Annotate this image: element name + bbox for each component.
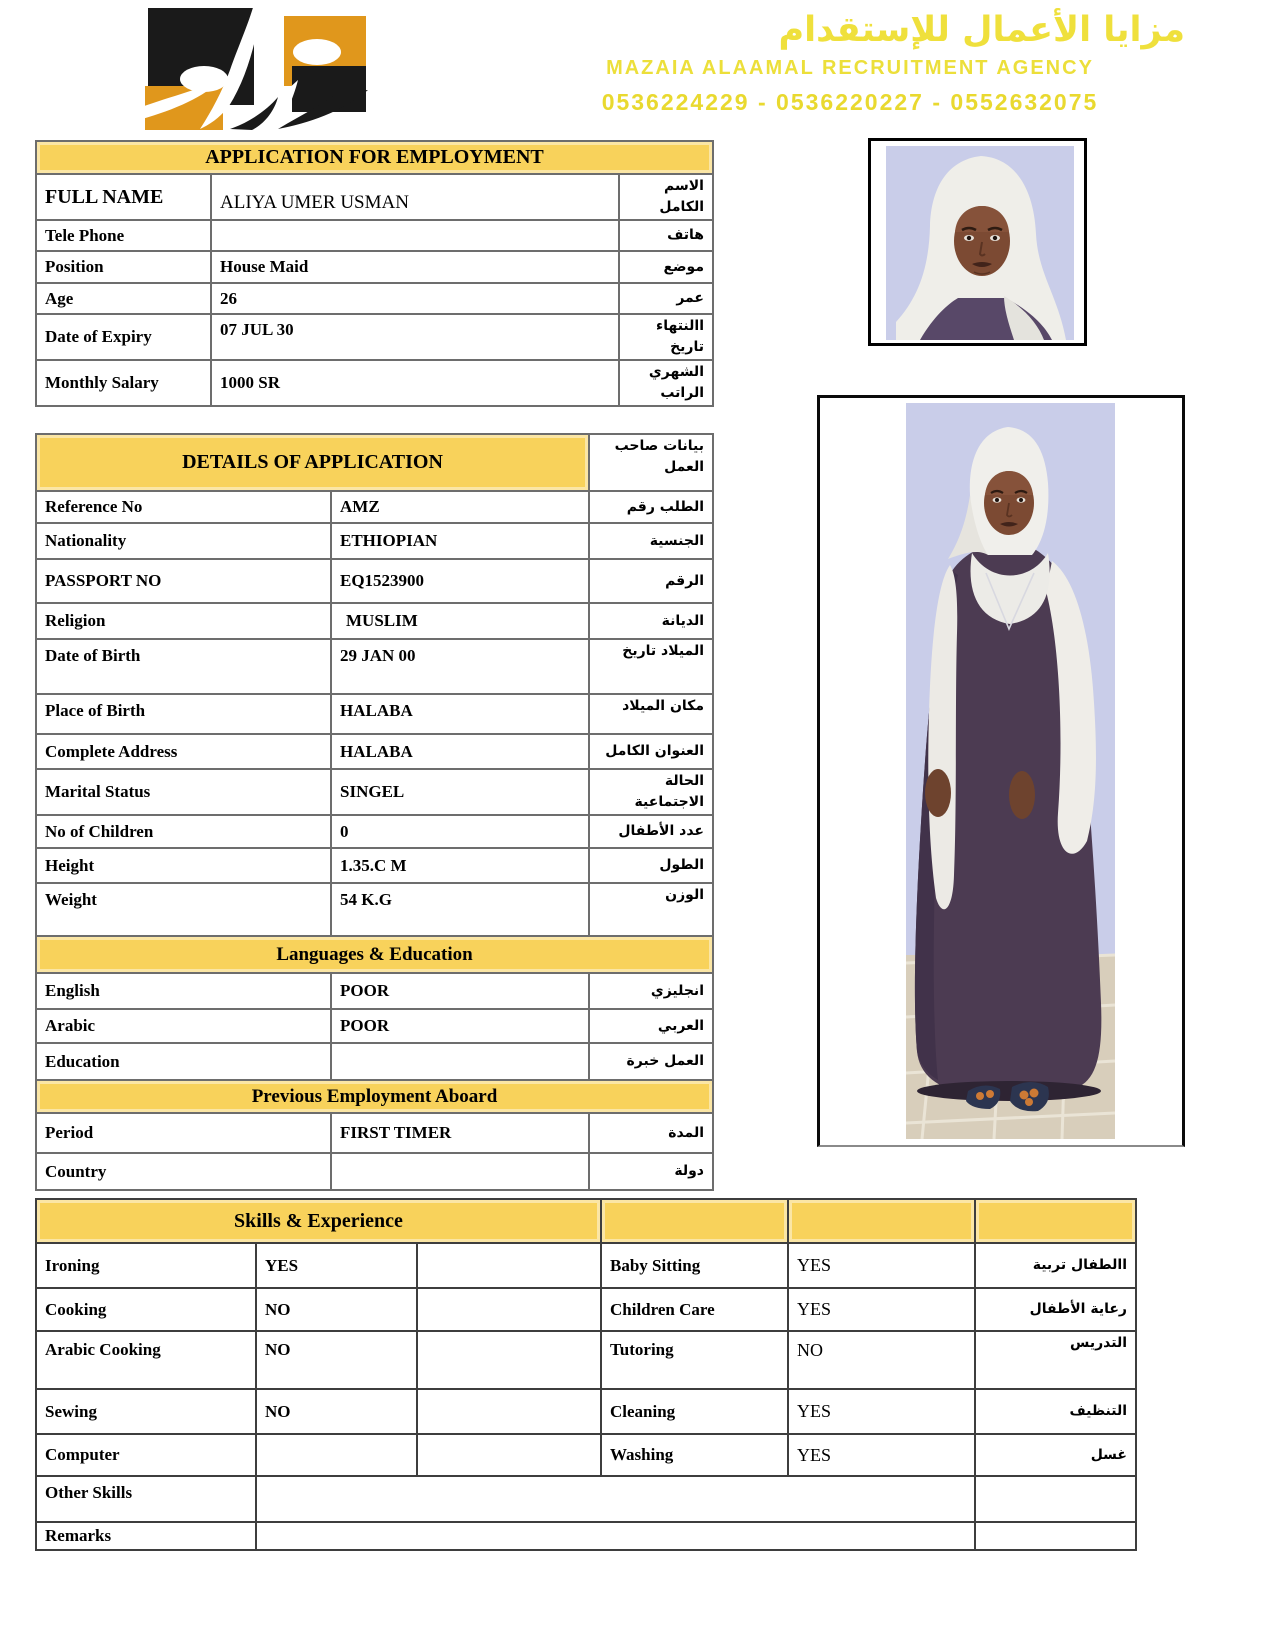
field-value: SINGEL	[331, 769, 589, 815]
field-value: HALABA	[331, 734, 589, 769]
field-label-arabic: المدة	[589, 1113, 713, 1153]
field-value: 0	[331, 815, 589, 848]
other-skills-value	[256, 1476, 975, 1522]
table-row	[36, 1389, 1136, 1434]
field-label-arabic: عمر	[619, 283, 713, 314]
table-row	[36, 1331, 1136, 1389]
skill-value	[256, 1434, 417, 1476]
field-label-arabic: موضع	[619, 251, 713, 283]
skill-label-arabic: رعاية الأطفال	[975, 1288, 1136, 1331]
table-row	[36, 523, 713, 559]
field-label: Height	[36, 848, 331, 883]
full-length-photo-frame	[817, 395, 1185, 1147]
skill-value: YES	[788, 1434, 975, 1476]
table-row	[36, 360, 713, 406]
field-label-arabic: انجليزي	[589, 973, 713, 1009]
field-label: PASSPORT NO	[36, 559, 331, 603]
field-value: HALABA	[331, 694, 589, 734]
field-label: Place of Birth	[36, 694, 331, 734]
section-header-row	[36, 936, 713, 973]
field-label: Position	[36, 251, 211, 283]
field-label: Arabic	[36, 1009, 331, 1043]
field-label-arabic: الحالة الاجتماعية	[589, 769, 713, 815]
field-label: Complete Address	[36, 734, 331, 769]
field-label-arabic: الميلاد تاريخ	[589, 639, 713, 694]
skill-value: NO	[256, 1389, 417, 1434]
field-value: POOR	[331, 973, 589, 1009]
details-table	[35, 433, 714, 1191]
headshot-photo-frame	[868, 138, 1087, 346]
skill-value: YES	[788, 1288, 975, 1331]
skills-table	[35, 1198, 1137, 1551]
skill-label: Tutoring	[601, 1331, 788, 1389]
agency-header	[515, 10, 1185, 116]
table-row	[36, 1288, 1136, 1331]
skill-label: Ironing	[36, 1243, 256, 1288]
skill-label: Sewing	[36, 1389, 256, 1434]
field-label-arabic: دولة	[589, 1153, 713, 1190]
field-value: FIRST TIMER	[331, 1113, 589, 1153]
table-row	[36, 848, 713, 883]
skill-value: YES	[788, 1243, 975, 1288]
skill-label-arabic: التنظيف	[975, 1389, 1136, 1434]
table-row	[36, 883, 713, 936]
skill-label: Baby Sitting	[601, 1243, 788, 1288]
field-value: ALIYA UMER USMAN	[211, 174, 619, 220]
application-title: APPLICATION FOR EMPLOYMENT	[36, 141, 713, 174]
field-value: House Maid	[211, 251, 619, 283]
field-label: Remarks	[36, 1522, 256, 1550]
field-value	[331, 1043, 589, 1080]
table-row	[36, 1153, 713, 1190]
field-value: 1.35.C M	[331, 848, 589, 883]
field-label-arabic: العنوان الكامل	[589, 734, 713, 769]
empty-cell	[975, 1522, 1136, 1550]
table-row	[36, 973, 713, 1009]
field-label-arabic: الديانة	[589, 603, 713, 639]
field-label: Education	[36, 1043, 331, 1080]
application-table	[35, 140, 714, 407]
empty-cell	[417, 1389, 601, 1434]
field-value: 54 K.G	[331, 883, 589, 936]
table-row	[36, 314, 713, 360]
field-label: Date of Expiry	[36, 314, 211, 360]
field-label-arabic: الجنسية	[589, 523, 713, 559]
table-row	[36, 1009, 713, 1043]
field-value: EQ1523900	[331, 559, 589, 603]
remarks-value	[256, 1522, 975, 1550]
skill-label: Children Care	[601, 1288, 788, 1331]
field-value: 07 JUL 30	[211, 314, 619, 360]
field-label: Other Skills	[36, 1476, 256, 1522]
table-row	[36, 734, 713, 769]
field-label-arabic: االنتهاء تاريخ	[619, 314, 713, 360]
field-label-arabic: مكان الميلاد	[589, 694, 713, 734]
skill-value: YES	[256, 1243, 417, 1288]
table-row	[36, 220, 713, 251]
field-label: Period	[36, 1113, 331, 1153]
table-header-row	[36, 1199, 1136, 1243]
table-row	[36, 815, 713, 848]
table-row	[36, 1522, 1136, 1550]
field-label: Weight	[36, 883, 331, 936]
skill-label: Cooking	[36, 1288, 256, 1331]
field-label: Age	[36, 283, 211, 314]
field-value: 26	[211, 283, 619, 314]
skill-label: Washing	[601, 1434, 788, 1476]
skill-label: Cleaning	[601, 1389, 788, 1434]
skills-header-cell	[601, 1199, 788, 1243]
empty-cell	[417, 1288, 601, 1331]
agency-name-arabic: مزايا الأعمال للإستقدام	[778, 10, 1185, 50]
details-title: DETAILS OF APPLICATION	[36, 434, 589, 491]
agency-phone-numbers: 0536224229 - 0536220227 - 0552632075	[601, 89, 1099, 116]
table-header-row	[36, 434, 713, 491]
field-value: AMZ	[331, 491, 589, 523]
field-label: Reference No	[36, 491, 331, 523]
table-row	[36, 559, 713, 603]
field-value: 1000 SR	[211, 360, 619, 406]
table-row	[36, 694, 713, 734]
skill-value: YES	[788, 1389, 975, 1434]
field-value	[211, 220, 619, 251]
field-label-arabic: عدد الأطفال	[589, 815, 713, 848]
languages-section-title: Languages & Education	[36, 936, 713, 973]
skill-label: Computer	[36, 1434, 256, 1476]
table-row	[36, 1113, 713, 1153]
skill-value: NO	[256, 1288, 417, 1331]
field-label: Tele Phone	[36, 220, 211, 251]
skills-header-cell	[788, 1199, 975, 1243]
table-row	[36, 639, 713, 694]
field-label-arabic: الرقم	[589, 559, 713, 603]
table-row	[36, 1243, 1136, 1288]
field-label-arabic: العمل خبرة	[589, 1043, 713, 1080]
field-value: ETHIOPIAN	[331, 523, 589, 559]
skill-label-arabic: غسل	[975, 1434, 1136, 1476]
field-label: Monthly Salary	[36, 360, 211, 406]
field-label-arabic: الشهري الراتب	[619, 360, 713, 406]
field-value: MUSLIM	[331, 603, 589, 639]
field-value: 29 JAN 00	[331, 639, 589, 694]
field-label: Nationality	[36, 523, 331, 559]
table-row	[36, 491, 713, 523]
previous-employment-section-title: Previous Employment Aboard	[36, 1080, 713, 1113]
empty-cell	[417, 1434, 601, 1476]
field-label-arabic: هاتف	[619, 220, 713, 251]
table-row	[36, 1434, 1136, 1476]
field-label-arabic: الطول	[589, 848, 713, 883]
table-row	[36, 251, 713, 283]
agency-logo-icon	[112, 0, 372, 130]
table-row	[36, 603, 713, 639]
field-label: No of Children	[36, 815, 331, 848]
skills-header-cell	[975, 1199, 1136, 1243]
field-label: English	[36, 973, 331, 1009]
table-header-row	[36, 141, 713, 174]
table-row	[36, 769, 713, 815]
table-row	[36, 1043, 713, 1080]
field-label-arabic: الاسم الكامل	[619, 174, 713, 220]
field-value	[331, 1153, 589, 1190]
table-row	[36, 1476, 1136, 1522]
skills-title: Skills & Experience	[36, 1199, 601, 1243]
applicant-full-length-photo	[906, 403, 1115, 1139]
empty-cell	[975, 1476, 1136, 1522]
skill-value: NO	[256, 1331, 417, 1389]
field-label-arabic: الطلب رقم	[589, 491, 713, 523]
skill-label: Arabic Cooking	[36, 1331, 256, 1389]
field-label-arabic: العربي	[589, 1009, 713, 1043]
section-header-row	[36, 1080, 713, 1113]
empty-cell	[417, 1331, 601, 1389]
field-label: Religion	[36, 603, 331, 639]
table-row	[36, 174, 713, 220]
details-title-arabic: بيانات صاحب العمل	[589, 434, 713, 491]
applicant-headshot-photo	[886, 146, 1074, 340]
field-value: POOR	[331, 1009, 589, 1043]
field-label: FULL NAME	[36, 174, 211, 220]
table-row	[36, 283, 713, 314]
skill-value: NO	[788, 1331, 975, 1389]
skill-label-arabic: االطفال تربية	[975, 1243, 1136, 1288]
field-label: Country	[36, 1153, 331, 1190]
empty-cell	[417, 1243, 601, 1288]
field-label-arabic: الوزن	[589, 883, 713, 936]
agency-name-english: MAZAIA ALAAMAL RECRUITMENT AGENCY	[606, 57, 1094, 80]
field-label: Date of Birth	[36, 639, 331, 694]
skill-label-arabic: التدريس	[975, 1331, 1136, 1389]
field-label: Marital Status	[36, 769, 331, 815]
